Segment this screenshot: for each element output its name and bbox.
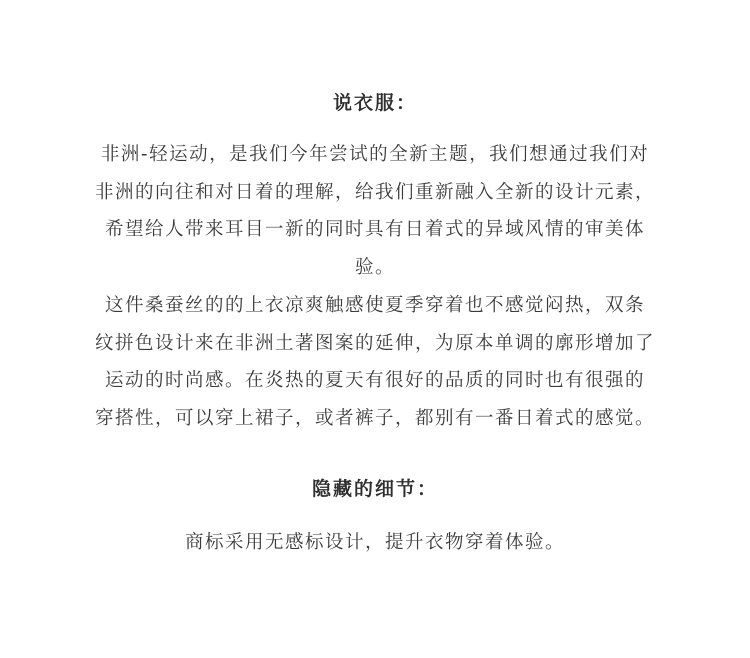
paragraph-line: 非洲-轻运动，是我们今年尝试的全新主题，我们想通过我们对 bbox=[100, 144, 650, 165]
section-heading-clothing: 说衣服： bbox=[332, 92, 417, 114]
paragraph-line: 非洲的向往和对日着的理解，给我们重新融入全新的设计元素， bbox=[94, 181, 655, 203]
paragraph-details: 商标采用无感标设计，提升衣物穿着体验。 bbox=[184, 532, 565, 553]
paragraph-line: 运动的时尚感。在炎热的夏天有很好的品质的同时也有很强的 bbox=[104, 370, 645, 391]
paragraph-line: 希望给人带来耳目一新的同时具有日着式的异域风情的审美体 bbox=[104, 219, 645, 240]
paragraph-line: 穿搭性，可以穿上裙子，或者裤子，都别有一番日着式的感觉。 bbox=[94, 407, 655, 429]
paragraph-garment bbox=[55, 287, 695, 437]
section-heading-details: 隐藏的细节： bbox=[311, 478, 438, 500]
paragraph-theme bbox=[55, 136, 695, 286]
paragraph-line: 这件桑蚕丝的的上衣凉爽触感使夏季穿着也不感觉闷热，双条 bbox=[104, 295, 645, 316]
paragraph-line: 验。 bbox=[354, 256, 395, 278]
paragraph-line: 纹拼色设计来在非洲土著图案的延伸，为原本单调的廓形增加了 bbox=[94, 332, 655, 354]
